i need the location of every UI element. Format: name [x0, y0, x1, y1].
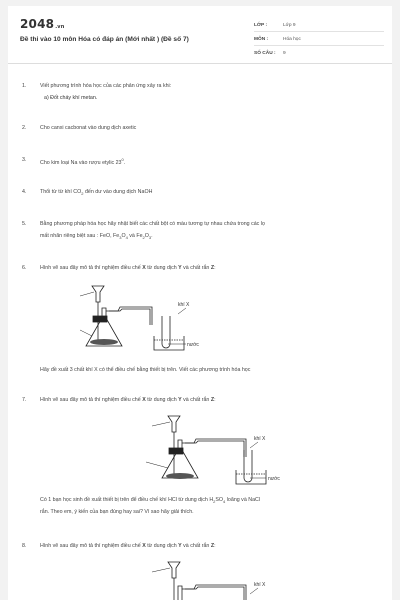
question-number: 5. [22, 221, 27, 227]
meta-label: LỚP : [254, 23, 268, 28]
meta-value: Lớp 9 [283, 23, 296, 28]
question-text: Cho canxi cacbonat vào dung dịch axetic [40, 125, 137, 131]
question-text: Viết phương trình hóa học của các phản ứng xảy ra khi: [40, 83, 172, 89]
logo-tld: .vn [55, 24, 65, 30]
question-7-prompt-line-2: rắn. Theo em, ý kiến của bạn đúng hay sai? Vì sao hãy giải thích. [40, 509, 194, 515]
conical-flask-icon [178, 586, 182, 600]
funnel-icon [92, 286, 104, 302]
question-text: Hình vẽ sau đây mô tả thí nghiệm điều chế X từ dung dịch Y và chất rắn Z: [40, 397, 216, 403]
gas-x-label: khí X [254, 582, 266, 588]
meta-row-subject [254, 34, 384, 46]
question-text: Bằng phương pháp hóa học hãy nhật biết các chất bột có màu tương tự nhau chứa trong các lọ [40, 221, 265, 227]
question-text: Cho kim loại Na vào rượu etylic $23^0$. [40, 157, 126, 166]
apparatus-figure-q6 [80, 278, 230, 362]
water-basin-icon [154, 336, 184, 350]
question-text: Hình vẽ sau đây mô tả thí nghiệm điều chế X từ dung dịch Y và chất rắn Z: [40, 543, 216, 549]
meta-label: SỐ CÂU : [254, 51, 276, 56]
exam-meta [254, 20, 384, 62]
page-header [8, 6, 392, 64]
site-logo[interactable]: 2048.vn [20, 17, 65, 31]
question-6-prompt: Hãy đề xuất 3 chất khí X có thể điều chế bằng thiết bị trên. Viết các phương trình hóa học [40, 367, 251, 373]
question-text: mất nhãn riêng biệt sau : FeO, $Fe_3O_4$ và $Fe_2O_3$. [40, 233, 153, 241]
exam-page [8, 6, 392, 600]
question-number: 8. [22, 543, 27, 549]
test-tube-icon [162, 316, 170, 348]
question-number: 7. [22, 397, 27, 403]
conical-flask-icon [162, 440, 198, 478]
question-number: 2. [22, 125, 27, 131]
question-text: Thổi từ từ khí $CO_2$ đến dư vào dung dịch NaOH [40, 189, 153, 197]
question-number: 6. [22, 265, 27, 271]
water-label: nước [187, 342, 199, 348]
question-number: 4. [22, 189, 27, 195]
water-label: nước [268, 476, 280, 482]
test-tube-icon [244, 450, 252, 482]
question-number: 1. [22, 83, 27, 89]
question-7-prompt: Có 1 bạn học sinh đề xuất thiết bị trên để điều chế khí HCl từ dung dịch $H_2SO_4$ loãng và NaCl [40, 497, 261, 505]
meta-row-count [254, 48, 384, 60]
question-number: 3. [22, 157, 27, 163]
page-title: Đề thi vào 10 môn Hóa có đáp án (Mới nhất ) (Đề số 7) [20, 36, 189, 43]
meta-value: Hóa học [283, 37, 301, 42]
meta-value: 9 [283, 51, 286, 56]
funnel-icon [168, 416, 180, 432]
meta-row-class [254, 20, 384, 32]
gas-x-label: khí X [178, 302, 190, 308]
funnel-icon [168, 562, 180, 578]
apparatus-figure-q8 [144, 554, 294, 600]
question-1-part-a: a) Đốt cháy khí metan. [44, 95, 98, 101]
question-text: Hình vẽ sau đây mô tả thí nghiệm điều chế X từ dung dịch Y và chất rắn Z: [40, 265, 216, 271]
water-basin-icon [236, 470, 266, 484]
apparatus-figure-q7 [144, 408, 294, 494]
meta-label: MÔN : [254, 37, 269, 42]
gas-x-label: khí X [254, 436, 266, 442]
